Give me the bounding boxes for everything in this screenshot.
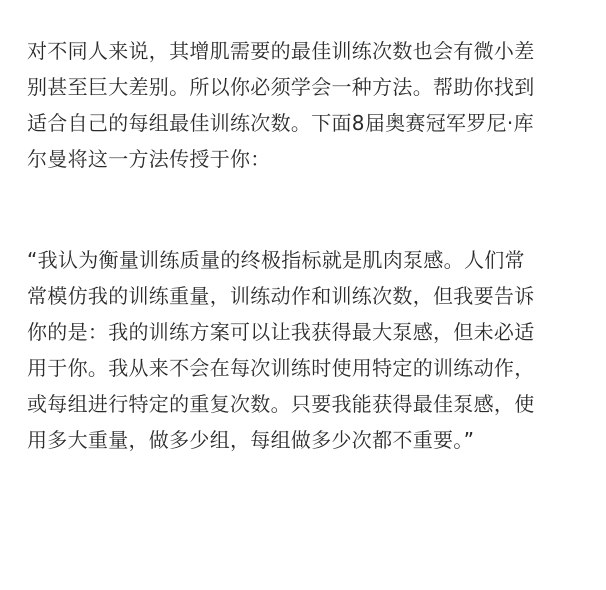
- text-line: 别甚至巨大差别。所以你必须学会一种方法。帮助你找到: [27, 75, 535, 99]
- text-line: 对不同人来说，其增肌需要的最佳训练次数也会有微小差: [27, 39, 535, 63]
- text-line: 适合自己的每组最佳训练次数。下面8届奥赛冠军罗尼·库: [27, 111, 534, 135]
- text-line: 用多大重量，做多少组，每组做多少次都不重要。”: [27, 428, 475, 452]
- text-line: 用于你。我从来不会在每次训练时使用特定的训练动作，: [27, 356, 535, 380]
- text-line: 尔曼将这一方法传授于你：: [27, 147, 271, 171]
- text-line: 你的是：我的训练方案可以让我获得最大泵感，但未必适: [27, 320, 535, 344]
- article-body: [27, 33, 593, 458]
- text-line: 常模仿我的训练重量，训练动作和训练次数，但我要告诉: [27, 284, 535, 308]
- paragraph-quote: [27, 242, 593, 458]
- paragraph-intro: [27, 33, 593, 177]
- text-line: 或每组进行特定的重复次数。只要我能获得最佳泵感，使: [27, 392, 535, 416]
- paragraph-spacer: [27, 177, 593, 242]
- text-line: “我认为衡量训练质量的终极指标就是肌肉泵感。人们常: [27, 248, 525, 272]
